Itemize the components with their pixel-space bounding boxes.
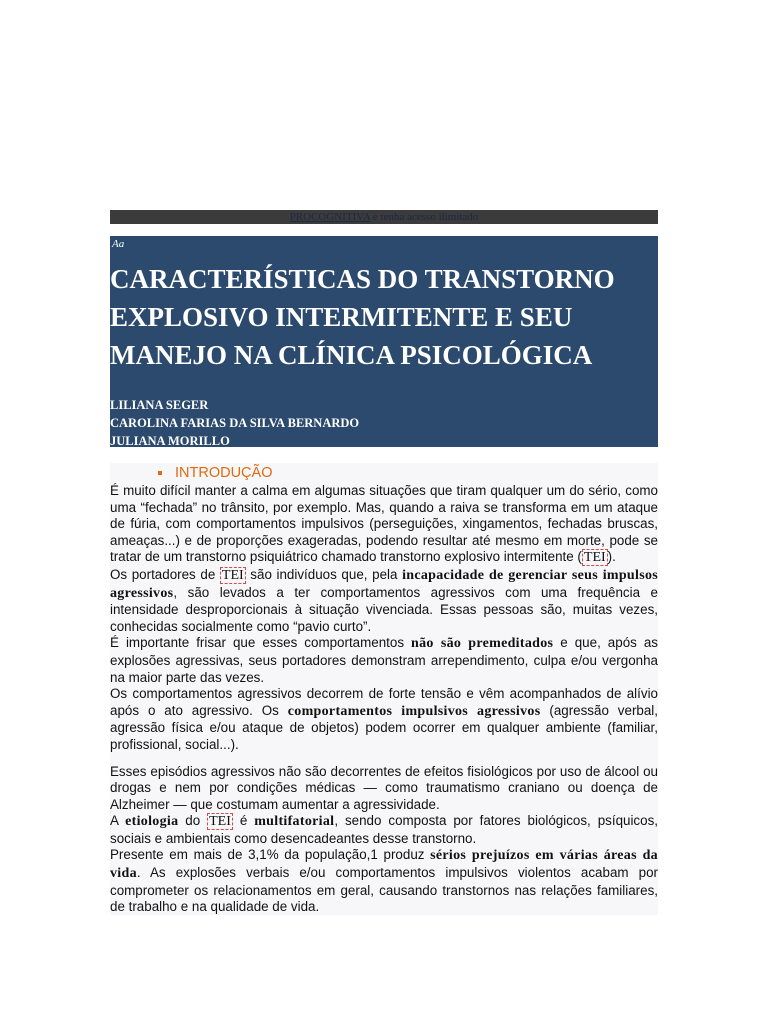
paragraph: Esses episódios agressivos não são decorrentes de efeitos fisiológicos por uso de álcool ou drogas e nem por condições médicas — como traumatismo craniano ou doença de Alzheimer — que costumam aumentar a agressividade. <box>110 763 658 812</box>
author-name: JULIANA MORILLO <box>110 434 230 448</box>
paragraph: Os comportamentos agressivos decorrem de forte tensão e vêm acompanhados de alívio após o ato agressivo. Os comportamentos impulsivos agressivos (agressão verbal, agressão física e/ou ataque de objetos) podem ocorrer em qualquer ambiente (familiar, profissional, social...). <box>110 686 658 752</box>
paragraph: A etiologia do TEI é multifatorial, sendo composta por fatores biológicos, psíquicos, sociais e ambientais como desencadeantes desse transtorno. <box>110 813 658 846</box>
bold-phrase: sérios prejuízos em várias áreas da vida <box>110 848 658 882</box>
section-heading: INTRODUÇÃO <box>110 463 658 483</box>
bold-phrase: comportamentos impulsivos agressivos <box>287 703 541 719</box>
procognitiva-link[interactable]: PROCOGNITIVA <box>289 211 371 223</box>
paragraph: É muito difícil manter a calma em algumas situações que tiram qualquer um do sério, como uma “fechada” no trânsito, por exemplo. Mas, quando a raiva se transforma em um ataque de fúria, com comportamentos impulsivos (perseguições, xingamentos, fechadas bruscas, ameaças...) e de proporções exageradas, podendo resultar até mesmo em morte, pode se tratar de um transtorno psiquiátrico chamado transtorno explosivo intermitente ( TEI ). <box>110 483 658 566</box>
paragraph: Os portadores de TEI são indivíduos que, pela incapacidade de gerenciar seus impulsos agressivos, são levados a ter comportamentos agressivos com uma frequência e intensidade desproporcionais à situação vivenciada. Essas pessoas são, muitas vezes, conhecidas socialmente como “pavio curto”. <box>110 566 659 634</box>
subscription-banner <box>110 210 658 224</box>
tei-abbreviation[interactable]: TEI <box>221 567 244 583</box>
paragraph: Presente em mais de 3,1% da população,1 produz sérios prejuízos em várias áreas da vida. As explosões verbais e/ou comportamentos impulsivos violentos acabam por comprometer os relacionamentos em geral, causando transtornos nas relações familiares, de trabalho e na qualidade de vida. <box>110 847 658 915</box>
article-title: CARACTERÍSTICAS DO TRANSTORNO EXPLOSIVO INTERMITENTE E SEU MANEJO NA CLÍNICA PSICOLÓGICA <box>110 264 615 370</box>
author-list <box>110 396 359 450</box>
author-name: LILIANA SEGER <box>110 398 209 412</box>
paragraph: É importante frisar que esses comportamentos não são premeditados e que, após as explosões agressivas, seus portadores demonstram arrependimento, culpa e/ou vergonha na maior parte das vezes. <box>110 635 658 685</box>
spacer <box>110 754 658 764</box>
author-name: CAROLINA FARIAS DA SILVA BERNARDO <box>110 416 360 430</box>
bold-phrase: etiologia <box>125 814 179 830</box>
tei-abbreviation[interactable]: TEI <box>209 814 231 830</box>
bullet-icon <box>158 471 162 475</box>
tei-abbreviation[interactable]: TEI <box>583 550 606 566</box>
article-body <box>110 463 658 915</box>
bold-phrase: incapacidade de gerenciar seus impulsos agressivos <box>110 567 659 601</box>
bold-phrase: não são premeditados <box>411 636 554 652</box>
bold-phrase: multifatorial <box>254 814 335 830</box>
font-size-toggle[interactable]: Aa <box>112 238 125 250</box>
banner-text: e tenha acesso ilimitado <box>370 211 479 223</box>
article-header <box>110 236 658 447</box>
